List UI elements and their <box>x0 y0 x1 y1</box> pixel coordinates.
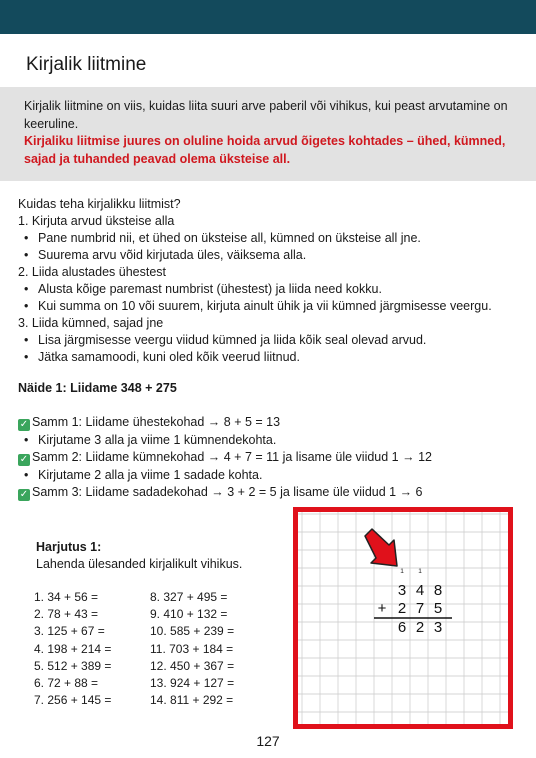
intro-emphasis: Kirjaliku liitmise juures on oluline hoida arvud õigetes kohtades – ühed, kümned, sajad ja tuhanded peavad olema üksteise all. <box>24 134 506 166</box>
howto-step-2: 2. Liida alustades ühestest <box>18 265 167 279</box>
exercise-item: 10. 585 + 239 = <box>150 624 235 639</box>
page-number: 127 <box>256 733 280 749</box>
howto-step-1-bullet: • Pane numbrid nii, et ühed on üksteise all, kümned on üksteise all jne. <box>18 230 523 247</box>
example-step-2-text: Samm 2: Liidame kümnekohad → 4 + 7 = 11 ja lisame üle viidud 1 → 12 <box>32 450 432 464</box>
exercise-item: 13. 924 + 127 = <box>150 676 235 691</box>
exercise-title: Harjutus 1: <box>36 540 102 554</box>
exercise-item: 3. 125 + 67 = <box>34 624 105 639</box>
sum-digit: 6 <box>397 619 407 636</box>
exercise-item: 9. 410 + 132 = <box>150 607 228 622</box>
exercise-list-left <box>34 589 111 709</box>
example-step-2-bullet: • Kirjutame 2 alla ja viime 1 sadade kohta. <box>18 467 498 485</box>
top-banner <box>0 0 536 34</box>
example-step-3 <box>18 484 498 502</box>
grid-paper <box>298 512 508 724</box>
howto-step-3-bullet: • Lisa järgmisesse veergu viidud kümned ja liida kõik seal olevad arvud. <box>18 332 523 349</box>
check-icon: ✓ <box>19 454 29 465</box>
example-steps <box>18 414 498 502</box>
example-step-3-text: Samm 3: Liidame sadadekohad → 3 + 2 = 5 ja lisame üle viidud 1 → 6 <box>32 485 423 499</box>
howto-section <box>18 196 523 366</box>
exercise-item: 1. 34 + 56 = <box>34 590 99 604</box>
exercise-item: 5. 512 + 389 = <box>34 658 112 673</box>
exercise-instruction: Lahenda ülesanded kirjalikult vihikus. <box>36 557 243 571</box>
howto-step-3-bullet: • Jätka samamoodi, kuni oled kõik veerud liitnud. <box>18 349 523 366</box>
addend-1-digit: 3 <box>397 582 407 599</box>
check-icon: ✓ <box>19 419 29 430</box>
carry-digit: 1 <box>418 568 422 575</box>
exercise-list-right <box>150 589 234 709</box>
exercise-item: 4. 198 + 214 = <box>34 641 112 656</box>
exercise-item: 2. 78 + 43 = <box>34 607 99 622</box>
exercise-item: 14. 811 + 292 = <box>150 693 234 708</box>
intro-definition: Kirjalik liitmine on viis, kuidas liita suuri arve paberil või vihikus, kui peast arvutamine on keeruline. <box>24 99 508 131</box>
addend-2-digit: 2 <box>397 600 407 617</box>
example-step-1 <box>18 414 498 432</box>
exercise-item: 12. 450 + 367 = <box>150 658 235 673</box>
exercise-item: 8. 327 + 495 = <box>150 590 228 604</box>
example-title: Näide 1: Liidame 348 + 275 <box>18 381 177 395</box>
addend-2-digit: 7 <box>415 600 425 617</box>
example-step-2 <box>18 449 498 467</box>
worked-example-grid <box>293 507 513 729</box>
sum-digit: 3 <box>433 619 443 636</box>
howto-step-2-bullet: • Kui summa on 10 või suurem, kirjuta ainult ühik ja vii kümned järgmisesse veergu. <box>18 298 523 315</box>
addend-1-digit: 4 <box>415 582 425 599</box>
check-icon: ✓ <box>19 489 29 500</box>
carry-digit: 1 <box>400 568 404 575</box>
exercise-item: 6. 72 + 88 = <box>34 676 99 691</box>
howto-step-2-bullet: • Alusta kõige paremast numbrist (ühestest) ja liida need kokku. <box>18 281 523 298</box>
addend-1-digit: 8 <box>433 582 443 599</box>
howto-question: Kuidas teha kirjalikku liitmist? <box>18 197 181 211</box>
howto-step-3: 3. Liida kümned, sajad jne <box>18 316 164 330</box>
exercise-item: 11. 703 + 184 = <box>150 641 234 656</box>
sum-digit: 2 <box>415 619 425 636</box>
plus-sign: + <box>377 600 387 617</box>
addend-2-digit: 5 <box>433 600 443 617</box>
howto-step-1-bullet: • Suurema arvu võid kirjutada üles, väiksema alla. <box>18 247 523 264</box>
example-step-1-bullet: • Kirjutame 3 alla ja viime 1 kümnendekohta. <box>18 432 498 450</box>
intro-text <box>24 98 519 168</box>
exercise-item: 7. 256 + 145 = <box>34 693 112 708</box>
example-step-1-text: Samm 1: Liidame ühestekohad → 8 + 5 = 13 <box>32 415 281 429</box>
page-title: Kirjalik liitmine <box>26 54 147 75</box>
howto-step-1: 1. Kirjuta arvud üksteise alla <box>18 214 175 228</box>
